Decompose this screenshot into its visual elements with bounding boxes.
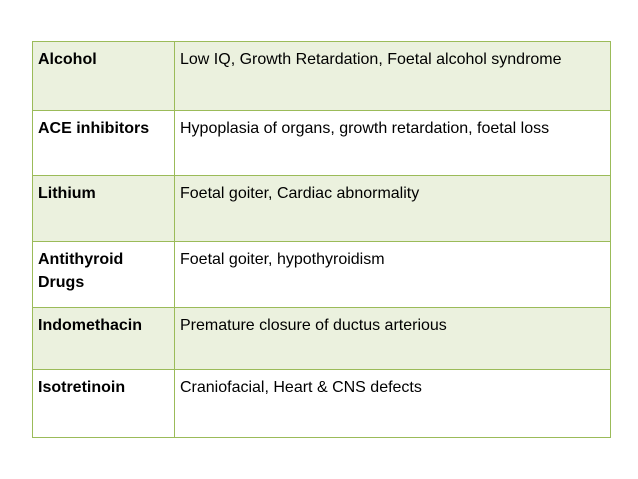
effect-cell: Hypoplasia of organs, growth retardation, foetal loss xyxy=(175,111,611,176)
table-row xyxy=(33,176,611,242)
table-row xyxy=(33,242,611,308)
drug-name-cell: Antithyroid Drugs xyxy=(33,242,175,308)
effect-cell: Premature closure of ductus arterious xyxy=(175,308,611,370)
table-row xyxy=(33,308,611,370)
effect-cell: Low IQ, Growth Retardation, Foetal alcohol syndrome xyxy=(175,42,611,111)
drug-name-cell: Lithium xyxy=(33,176,175,242)
table-row xyxy=(33,370,611,438)
drug-effects-table xyxy=(32,41,611,438)
table-row xyxy=(33,111,611,176)
drug-name-cell: ACE inhibitors xyxy=(33,111,175,176)
drug-name-cell: Isotretinoin xyxy=(33,370,175,438)
drug-name-cell: Alcohol xyxy=(33,42,175,111)
effect-cell: Foetal goiter, Cardiac abnormality xyxy=(175,176,611,242)
drug-name-cell: Indomethacin xyxy=(33,308,175,370)
table-row xyxy=(33,42,611,111)
effect-cell: Foetal goiter, hypothyroidism xyxy=(175,242,611,308)
effect-cell: Craniofacial, Heart & CNS defects xyxy=(175,370,611,438)
